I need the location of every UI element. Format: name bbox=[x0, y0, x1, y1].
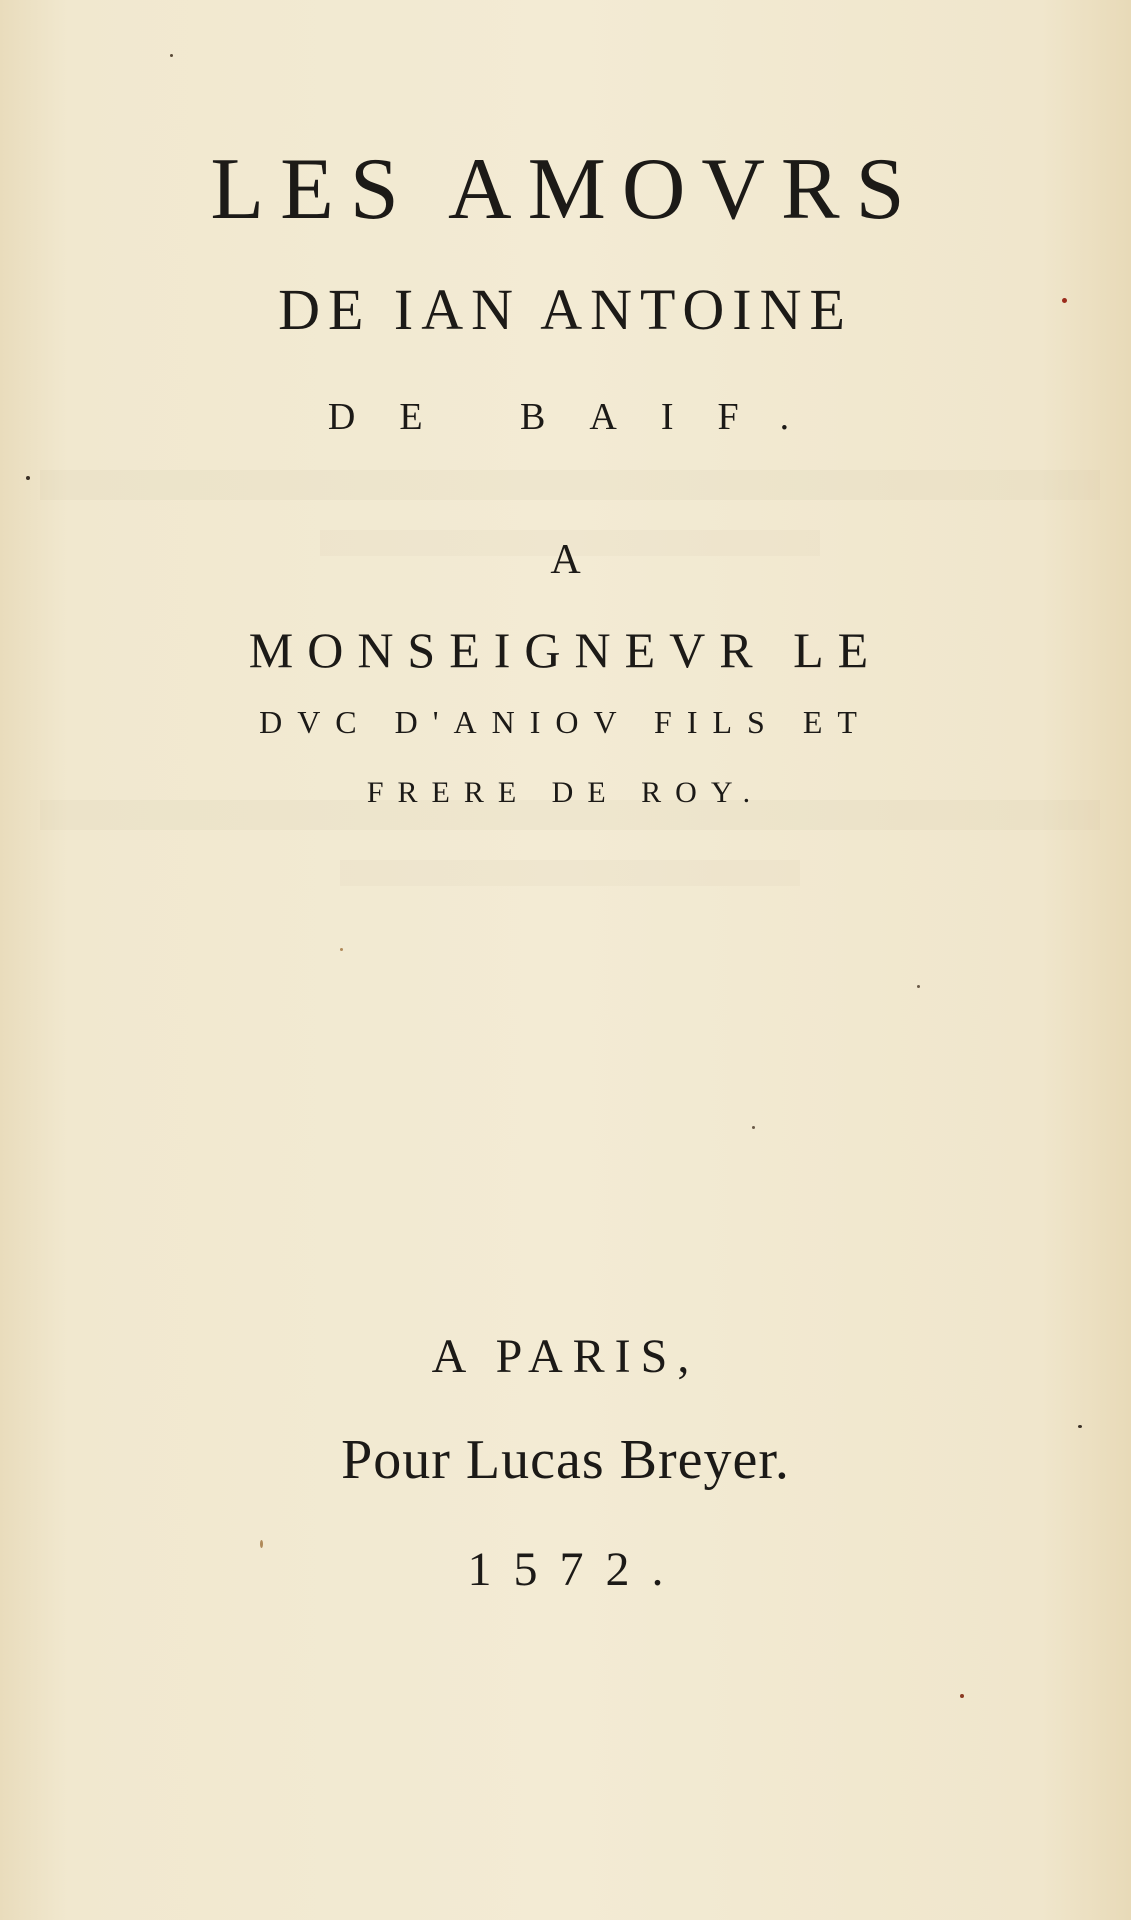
dedicatee-line-2: DVC D'ANIOV FILS ET bbox=[259, 704, 872, 740]
author-line-2: DE BAIF. bbox=[327, 396, 834, 438]
imprint-year: 1572. bbox=[467, 1543, 686, 1596]
paper-speck bbox=[260, 1540, 263, 1548]
paper-speck bbox=[26, 476, 30, 480]
paper-speck bbox=[1078, 1425, 1082, 1428]
paper-speck bbox=[1062, 298, 1067, 303]
paper-speck bbox=[917, 985, 920, 988]
paper-speck bbox=[340, 948, 343, 951]
dedication-a: A bbox=[550, 537, 581, 583]
paper-speck bbox=[960, 1694, 964, 1698]
author-line-1: DE IAN ANTOINE bbox=[278, 277, 853, 342]
imprint-place: A PARIS, bbox=[431, 1330, 700, 1383]
paper-speck bbox=[170, 54, 173, 57]
dedicatee-line-1: MONSEIGNEVR LE bbox=[248, 622, 883, 678]
dedicatee-line-3: FRERE DE ROY. bbox=[366, 776, 765, 809]
imprint-printer: Pour Lucas Breyer. bbox=[341, 1429, 790, 1491]
paper-speck bbox=[752, 1126, 755, 1129]
title: LES AMOVRS bbox=[210, 141, 921, 238]
